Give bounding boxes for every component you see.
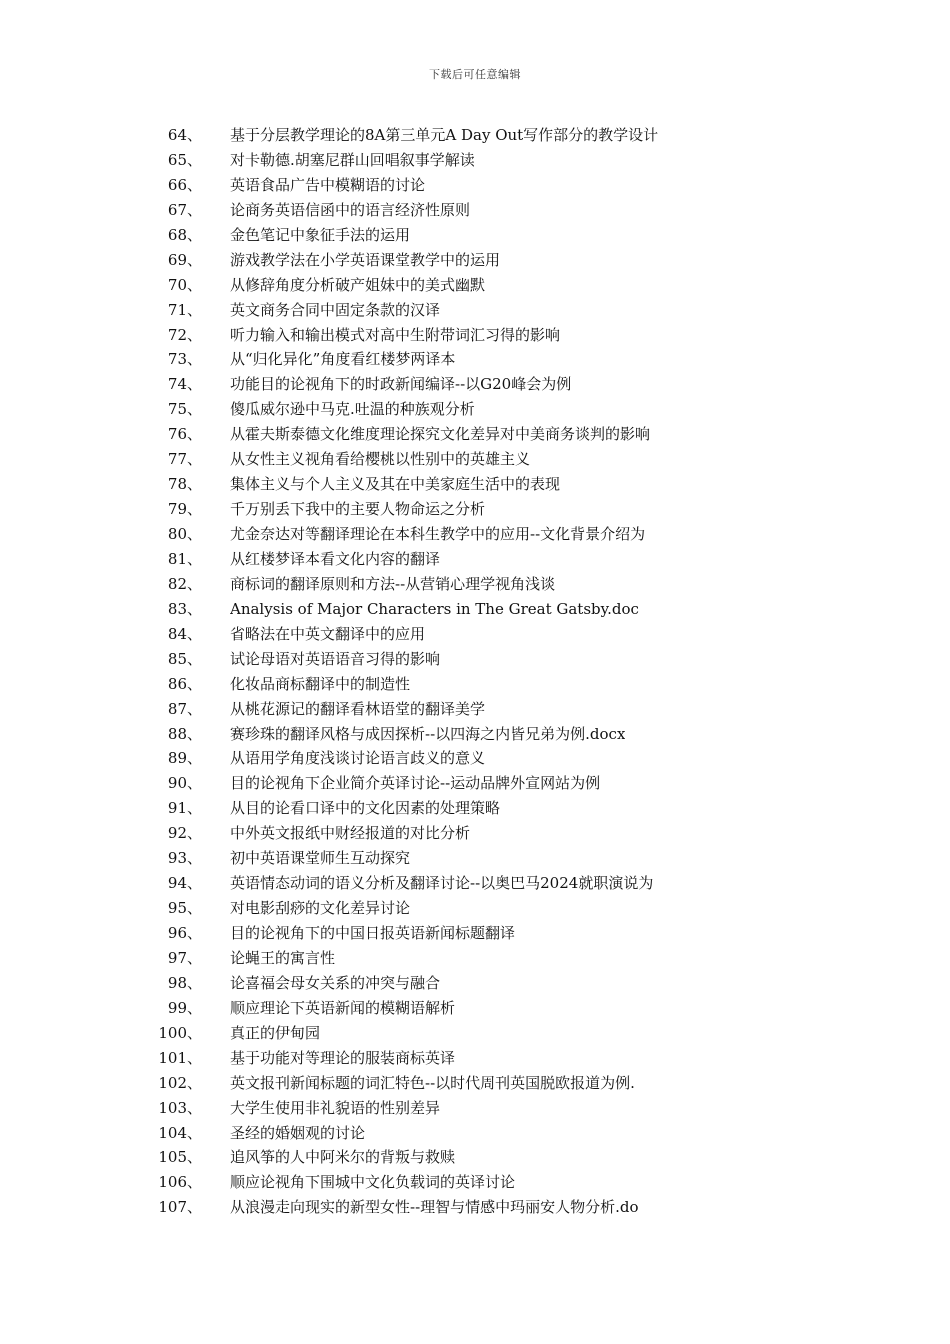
- list-item: [0, 971, 950, 996]
- list-item: [0, 672, 950, 697]
- item-title: 从桃花源记的翻译看林语堂的翻译美学: [230, 699, 486, 718]
- list-item: [0, 198, 950, 223]
- item-title: 千万别丢下我中的主要人物命运之分析: [230, 500, 486, 519]
- item-number: 90、: [167, 774, 202, 793]
- item-number: 92、: [167, 824, 202, 843]
- list-item: [0, 447, 950, 472]
- list-item: [0, 347, 950, 372]
- list-item: [0, 946, 950, 971]
- item-title: 大学生使用非礼貌语的性别差异: [230, 1098, 441, 1117]
- item-number: 81、: [167, 549, 202, 568]
- item-number: 83、: [167, 599, 202, 618]
- list-item: [0, 1071, 950, 1096]
- item-number: 85、: [167, 649, 202, 668]
- list-item: [0, 796, 950, 821]
- item-number: 71、: [167, 300, 202, 319]
- item-title: 顺应理论下英语新闻的模糊语解析: [230, 998, 456, 1017]
- item-title: 基于功能对等理论的服装商标英译: [230, 1048, 456, 1067]
- item-number: 99、: [167, 998, 202, 1017]
- item-number: 106、: [158, 1173, 202, 1192]
- list-item: [0, 173, 950, 198]
- item-number: 94、: [167, 874, 202, 893]
- item-title: 省略法在中英文翻译中的应用: [230, 624, 426, 643]
- item-number: 102、: [158, 1073, 202, 1092]
- item-number: 68、: [167, 225, 202, 244]
- item-title: 化妆品商标翻译中的制造性: [230, 674, 411, 693]
- item-number: 75、: [167, 400, 202, 419]
- item-number: 65、: [167, 150, 202, 169]
- item-title: 英文商务合同中固定条款的汉译: [230, 300, 441, 319]
- item-number: 79、: [167, 500, 202, 519]
- list-item: [0, 896, 950, 921]
- item-title: 从霍夫斯泰德文化维度理论探究文化差异对中美商务谈判的影响: [230, 425, 651, 444]
- item-number: 100、: [158, 1023, 202, 1042]
- item-number: 101、: [158, 1048, 202, 1067]
- list-item: [0, 1121, 950, 1146]
- item-number: 107、: [158, 1198, 202, 1217]
- item-title: 傻瓜威尔逊中马克.吐温的种族观分析: [230, 400, 475, 419]
- list-item: [0, 522, 950, 547]
- item-title: 论商务英语信函中的语言经济性原则: [230, 200, 471, 219]
- list-item: [0, 871, 950, 896]
- list-item: [0, 472, 950, 497]
- item-title: 论喜福会母女关系的冲突与融合: [230, 973, 441, 992]
- item-title: 圣经的婚姻观的讨论: [230, 1123, 366, 1142]
- title-list: [0, 123, 950, 1220]
- item-title: 初中英语课堂师生互动探究: [230, 849, 411, 868]
- item-number: 86、: [167, 674, 202, 693]
- list-item: [0, 1170, 950, 1195]
- list-item: [0, 572, 950, 597]
- list-item: [0, 1096, 950, 1121]
- list-item: [0, 597, 950, 622]
- list-item: [0, 722, 950, 747]
- list-item: [0, 123, 950, 148]
- list-item: [0, 1046, 950, 1071]
- item-title: 游戏教学法在小学英语课堂教学中的运用: [230, 250, 501, 269]
- item-number: 78、: [167, 475, 202, 494]
- item-title: 从女性主义视角看给樱桃以性别中的英雄主义: [230, 450, 531, 469]
- item-number: 64、: [167, 126, 202, 144]
- list-item: [0, 746, 950, 771]
- item-title: 目的论视角下的中国日报英语新闻标题翻译: [230, 924, 516, 942]
- item-title: 追风筝的人中阿米尔的背叛与救赎: [230, 1148, 456, 1167]
- list-item: [0, 547, 950, 572]
- item-title: 从目的论看口译中的文化因素的处理策略: [230, 799, 501, 818]
- list-item: [0, 846, 950, 871]
- item-number: 77、: [167, 450, 202, 469]
- item-title: 从语用学角度浅谈讨论语言歧义的意义: [230, 749, 486, 768]
- item-title: 从修辞角度分析破产姐妹中的美式幽默: [230, 275, 486, 294]
- item-title: 英文报刊新闻标题的词汇特色--以时代周刊英国脱欧报道为例.: [230, 1073, 635, 1092]
- item-number: 84、: [167, 624, 202, 643]
- list-item: [0, 821, 950, 846]
- item-number: 73、: [167, 350, 202, 369]
- item-title: 目的论视角下企业简介英译讨论--运动品牌外宣网站为例: [230, 774, 601, 793]
- item-title: 试论母语对英语语音习得的影响: [230, 649, 441, 668]
- list-item: [0, 497, 950, 522]
- item-number: 70、: [167, 275, 202, 294]
- item-number: 69、: [167, 250, 202, 269]
- item-title: 英语情态动词的语义分析及翻译讨论--以奥巴马2024就职演说为: [230, 874, 654, 893]
- item-number: 66、: [167, 175, 202, 194]
- item-number: 72、: [167, 325, 202, 344]
- item-title: 功能目的论视角下的时政新闻编译--以G20峰会为例: [230, 375, 572, 394]
- page-header: 下载后可任意编辑: [429, 68, 521, 81]
- list-item: [0, 622, 950, 647]
- list-item: [0, 397, 950, 422]
- item-number: 103、: [158, 1098, 202, 1117]
- item-number: 74、: [167, 375, 202, 394]
- item-number: 93、: [167, 849, 202, 868]
- list-item: [0, 298, 950, 323]
- list-item: [0, 148, 950, 173]
- item-number: 97、: [167, 948, 202, 967]
- item-number: 87、: [167, 699, 202, 718]
- item-title: 论蝇王的寓言性: [230, 948, 336, 967]
- item-title: 对卡勒德.胡塞尼群山回唱叙事学解读: [230, 150, 475, 169]
- list-item: [0, 422, 950, 447]
- item-title: 商标词的翻译原则和方法--从营销心理学视角浅谈: [230, 574, 556, 593]
- item-title: 基于分层教学理论的8A第三单元A Day Out写作部分的教学设计: [230, 126, 659, 144]
- item-number: 96、: [167, 924, 202, 942]
- item-title: 中外英文报纸中财经报道的对比分析: [230, 824, 471, 843]
- item-number: 89、: [167, 749, 202, 768]
- list-item: [0, 323, 950, 348]
- item-title: 从浪漫走向现实的新型女性--理智与情感中玛丽安人物分析.do: [230, 1198, 639, 1217]
- list-item: [0, 223, 950, 248]
- list-item: [0, 248, 950, 273]
- item-number: 95、: [167, 899, 202, 918]
- list-item: [0, 996, 950, 1021]
- item-title: 听力输入和输出模式对高中生附带词汇习得的影响: [230, 325, 561, 344]
- item-title: 集体主义与个人主义及其在中美家庭生活中的表现: [230, 475, 561, 494]
- item-title: 从“归化异化”角度看红楼梦两译本: [230, 350, 456, 369]
- item-number: 105、: [158, 1148, 202, 1167]
- list-item: [0, 372, 950, 397]
- item-number: 98、: [167, 973, 202, 992]
- item-number: 80、: [167, 525, 202, 543]
- list-item: [0, 697, 950, 722]
- list-item: [0, 1021, 950, 1046]
- item-number: 104、: [158, 1123, 202, 1142]
- list-item: [0, 1195, 950, 1220]
- item-title: Analysis of Major Characters in The Great Gatsby.doc: [230, 599, 639, 618]
- item-number: 67、: [167, 200, 202, 219]
- list-item: [0, 1145, 950, 1170]
- item-title: 从红楼梦译本看文化内容的翻译: [230, 549, 441, 568]
- list-item: [0, 273, 950, 298]
- item-number: 82、: [167, 574, 202, 593]
- item-title: 尤金奈达对等翻译理论在本科生教学中的应用--文化背景介绍为: [230, 525, 646, 543]
- item-title: 英语食品广告中模糊语的讨论: [230, 175, 426, 194]
- item-title: 赛珍珠的翻译风格与成因探析--以四海之内皆兄弟为例.docx: [230, 724, 626, 743]
- item-title: 真正的伊甸园: [230, 1023, 321, 1042]
- list-item: [0, 647, 950, 672]
- item-number: 88、: [167, 724, 202, 743]
- list-item: [0, 771, 950, 796]
- item-title: 对电影刮痧的文化差异讨论: [230, 899, 411, 918]
- item-title: 金色笔记中象征手法的运用: [230, 225, 411, 244]
- list-item: [0, 921, 950, 946]
- item-number: 91、: [167, 799, 202, 818]
- item-title: 顺应论视角下围城中文化负载词的英译讨论: [230, 1173, 516, 1192]
- item-number: 76、: [167, 425, 202, 444]
